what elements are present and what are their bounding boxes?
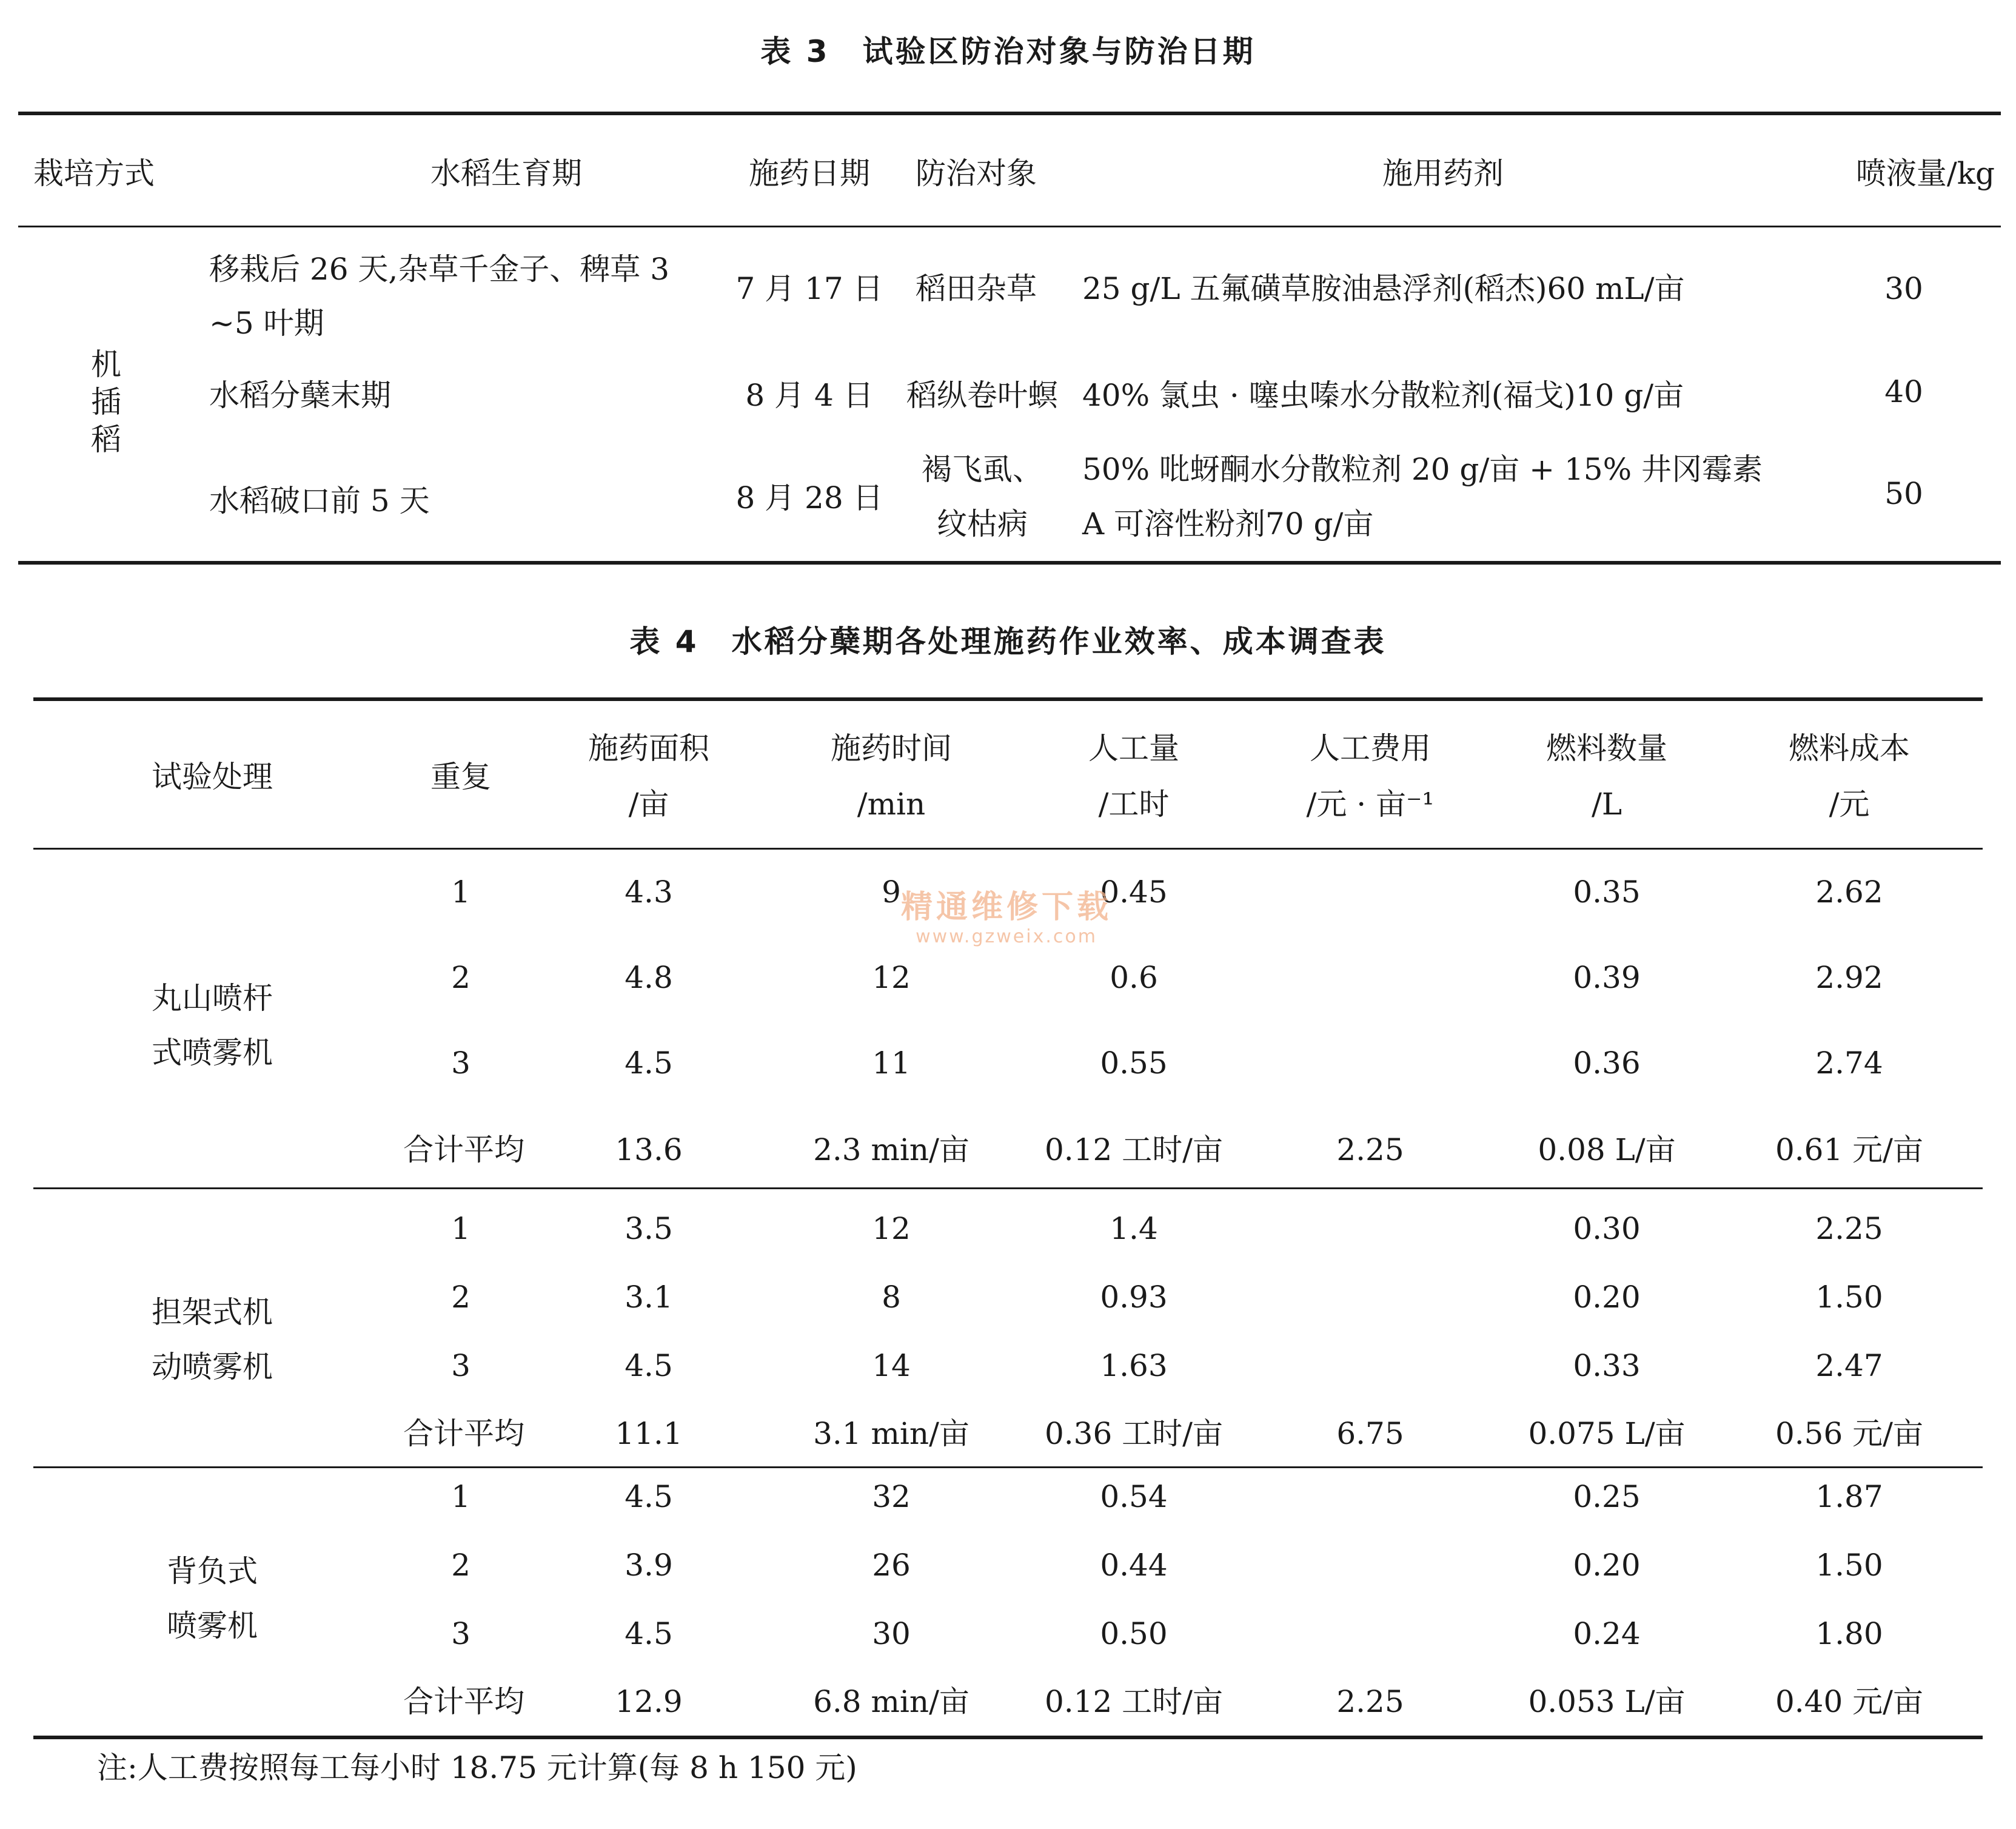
table3-row3-agent-line1: 50% 吡蚜酮水分散粒剂 20 g/亩 + 15% 井冈霉素: [1082, 452, 1763, 487]
table4-g1-r1-time: 9: [882, 874, 901, 910]
table3-row3-target-line2: 纹枯病: [937, 506, 1028, 542]
table4-g1-r2-cost: 2.92: [1815, 960, 1883, 995]
table4-header-rule: [33, 848, 1983, 850]
table4-g1-r2-time: 12: [872, 960, 911, 995]
table4-g2-r3-area: 4.5: [625, 1348, 673, 1383]
table3-row1-stage-line1: 移栽后 26 天,杂草千金子、稗草 3: [209, 252, 670, 287]
table4-g1-r1-labor: 0.45: [1100, 874, 1168, 910]
table3-top-rule: [18, 112, 2001, 115]
table4-g2-total-area: 11.1: [615, 1416, 683, 1451]
table4-g1-r2-labor: 0.6: [1110, 960, 1158, 995]
table3-row1-target: 稻田杂草: [916, 271, 1037, 306]
table3-row1-stage-line2: ~5 叶期: [209, 306, 324, 341]
table3-row3-agent-line2: A 可溶性粉剂70 g/亩: [1082, 506, 1374, 542]
table4-g3-r2-rep: 2: [451, 1548, 471, 1583]
table4-header-fuel-unit: /L: [1591, 787, 1623, 822]
table4-g1-r2-area: 4.8: [625, 960, 673, 995]
table4-g3-r2-labor: 0.44: [1100, 1548, 1168, 1583]
table3-header-rule: [18, 226, 2001, 227]
table4-g2-total-time: 3.1 min/亩: [813, 1416, 969, 1451]
table3-row3-stage: 水稻破口前 5 天: [209, 483, 430, 518]
table3-row1-agent: 25 g/L 五氟磺草胺油悬浮剂(稻杰)60 mL/亩: [1082, 271, 1685, 306]
table4-header-fuel: 燃料数量: [1546, 731, 1667, 766]
table4-header-area: 施药面积: [588, 731, 709, 766]
table4-header-fee: 人工费用: [1310, 731, 1431, 766]
table4-g1-r3-area: 4.5: [625, 1045, 673, 1081]
table3-method-value: 机 插 稻: [91, 347, 121, 457]
table4-g2-r2-cost: 1.50: [1815, 1280, 1883, 1315]
table4-g2-r2-labor: 0.93: [1100, 1280, 1168, 1315]
table3-row2-spray: 40: [1884, 374, 1923, 409]
table3-header-spray: 喷液量/kg: [1855, 156, 1995, 191]
table4-g3-total-labor: 0.12 工时/亩: [1044, 1684, 1224, 1719]
table4-g2-r1-rep: 1: [451, 1211, 471, 1246]
table4-g3-total-area: 12.9: [615, 1684, 683, 1719]
table4-g2-r3-time: 14: [872, 1348, 911, 1383]
table4-g3-r2-cost: 1.50: [1815, 1548, 1883, 1583]
table3-row2-date: 8 月 4 日: [745, 378, 874, 413]
table4-group2-name-line1: 担架式机: [152, 1295, 273, 1330]
table3-bottom-rule: [18, 561, 2001, 565]
table4-g3-total-time: 6.8 min/亩: [813, 1684, 969, 1719]
table4-g3-r3-labor: 0.50: [1100, 1616, 1168, 1651]
table4-g3-r1-cost: 1.87: [1815, 1479, 1883, 1514]
watermark: [867, 888, 1146, 948]
table4-header-time: 施药时间: [831, 731, 952, 766]
table4-g3-r1-time: 32: [872, 1479, 911, 1514]
table4-group3-name-line2: 喷雾机: [167, 1608, 258, 1643]
table4-g1-r1-fuel: 0.35: [1573, 874, 1641, 910]
watermark-line1: 精通维修下载: [900, 889, 1112, 925]
table4-g2-r2-area: 3.1: [625, 1280, 673, 1315]
table4-g1-r3-cost: 2.74: [1815, 1045, 1883, 1081]
table4-g3-r1-area: 4.5: [625, 1479, 673, 1514]
table4-g1-r3-labor: 0.55: [1100, 1045, 1168, 1081]
table4-g2-r2-rep: 2: [451, 1280, 471, 1315]
table4-g3-total-fuel: 0.053 L/亩: [1528, 1684, 1686, 1719]
table4-header-time-unit: /min: [857, 787, 926, 822]
table4-g1-r1-rep: 1: [451, 874, 471, 910]
table4-g2-r1-area: 3.5: [625, 1211, 673, 1246]
table4-g1-total-fee: 2.25: [1336, 1132, 1404, 1167]
table3-header-date: 施药日期: [749, 156, 870, 191]
table3-row1-spray: 30: [1884, 271, 1923, 306]
table4-g3-r1-rep: 1: [451, 1479, 471, 1514]
table4-header-fee-unit: /元 · 亩⁻¹: [1306, 787, 1435, 822]
table4-bottom-rule: [33, 1736, 1983, 1739]
table4-g1-total-fuel: 0.08 L/亩: [1538, 1132, 1676, 1167]
table3-row1-date: 7 月 17 日: [735, 271, 883, 306]
table3-header-target: 防治对象: [916, 156, 1037, 191]
table4-header-labor-unit: /工时: [1098, 787, 1170, 822]
table4-group1-name-line2: 式喷雾机: [152, 1035, 273, 1070]
table4-g3-r3-time: 30: [872, 1616, 911, 1651]
table4-footnote: 注:人工费按照每工每小时 18.75 元计算(每 8 h 150 元): [97, 1750, 857, 1785]
table4-g2-r3-labor: 1.63: [1100, 1348, 1168, 1383]
table3-row3-spray: 50: [1884, 476, 1923, 511]
table4-g2-total-fee: 6.75: [1336, 1416, 1404, 1451]
table4-header-cost: 燃料成本: [1789, 731, 1910, 766]
table4-title: 表 4 水稻分蘖期各处理施药作业效率、成本调查表: [629, 624, 1387, 659]
table3-title: 表 3 试验区防治对象与防治日期: [760, 34, 1256, 69]
table4-g2-r3-fuel: 0.33: [1573, 1348, 1641, 1383]
table4-group1-name-line1: 丸山喷杆: [152, 981, 273, 1016]
table4-g3-total-cost: 0.40 元/亩: [1775, 1684, 1924, 1719]
table4-g1-total-rep: 合计平均: [403, 1132, 524, 1167]
table4-g3-r3-fuel: 0.24: [1573, 1616, 1641, 1651]
table4-header-area-unit: /亩: [628, 787, 669, 822]
table4-g2-r1-labor: 1.4: [1110, 1211, 1158, 1246]
table3-header-agent: 施用药剂: [1382, 156, 1504, 191]
table4-g3-r1-labor: 0.54: [1100, 1479, 1168, 1514]
table4-g3-r3-cost: 1.80: [1815, 1616, 1883, 1651]
table4-g2-total-rep: 合计平均: [403, 1416, 524, 1451]
table4-g2-total-fuel: 0.075 L/亩: [1528, 1416, 1686, 1451]
table4-g1-r3-rep: 3: [451, 1045, 471, 1081]
table4-g1-r3-fuel: 0.36: [1573, 1045, 1641, 1081]
table4-g3-r3-area: 4.5: [625, 1616, 673, 1651]
table4-g2-r3-rep: 3: [451, 1348, 471, 1383]
table4-g2-r3-cost: 2.47: [1815, 1348, 1883, 1383]
table4-g1-total-labor: 0.12 工时/亩: [1044, 1132, 1224, 1167]
table4-g3-r2-fuel: 0.20: [1573, 1548, 1641, 1583]
table4-g3-total-fee: 2.25: [1336, 1684, 1404, 1719]
watermark-line2: www.gzweix.com: [916, 926, 1097, 947]
table4-header-treatment: 试验处理: [152, 759, 273, 794]
table4-g1-total-area: 13.6: [615, 1132, 683, 1167]
table4-group3-name-line1: 背负式: [167, 1554, 258, 1589]
table4-g3-r3-rep: 3: [451, 1616, 471, 1651]
table3-row2-target: 稻纵卷叶螟: [906, 378, 1058, 413]
table4-g3-r2-time: 26: [872, 1548, 911, 1583]
table4-g1-r1-cost: 2.62: [1815, 874, 1883, 910]
table4-g2-total-labor: 0.36 工时/亩: [1044, 1416, 1224, 1451]
table3-header-method: 栽培方式: [33, 156, 155, 191]
table4-g1-r2-rep: 2: [451, 960, 471, 995]
table3-row2-stage: 水稻分蘖末期: [209, 378, 391, 413]
table3-row3-target-line1: 褐飞虱、: [922, 452, 1043, 487]
table4-g1-r2-fuel: 0.39: [1573, 960, 1641, 995]
table4-header-repeat: 重复: [430, 759, 491, 794]
table4-top-rule: [33, 697, 1983, 701]
table4-group2-name-line2: 动喷雾机: [152, 1349, 273, 1384]
table3-row2-agent: 40% 氯虫 · 噻虫嗪水分散粒剂(福戈)10 g/亩: [1082, 378, 1684, 413]
table4-group2-rule: [33, 1466, 1983, 1468]
table4-header-labor: 人工量: [1088, 731, 1179, 766]
table4-g3-r1-fuel: 0.25: [1573, 1479, 1641, 1514]
table4-g3-r2-area: 3.9: [625, 1548, 673, 1583]
table4-g1-r1-area: 4.3: [625, 874, 673, 910]
table4-g3-total-rep: 合计平均: [403, 1684, 524, 1719]
table3-row3-date: 8 月 28 日: [735, 480, 883, 515]
table3-header-stage: 水稻生育期: [430, 156, 582, 191]
table4-g2-r1-fuel: 0.30: [1573, 1211, 1641, 1246]
table4-g1-total-cost: 0.61 元/亩: [1775, 1132, 1924, 1167]
table4-g2-r1-time: 12: [872, 1211, 911, 1246]
table4-group1-rule: [33, 1187, 1983, 1189]
table4-header-cost-unit: /元: [1829, 787, 1870, 822]
table4-g2-r2-time: 8: [882, 1280, 901, 1315]
table4-g1-total-time: 2.3 min/亩: [813, 1132, 969, 1167]
table4-g1-r3-time: 11: [872, 1045, 911, 1081]
table4-g2-r2-fuel: 0.20: [1573, 1280, 1641, 1315]
table4-g2-total-cost: 0.56 元/亩: [1775, 1416, 1924, 1451]
table4-g2-r1-cost: 2.25: [1815, 1211, 1883, 1246]
